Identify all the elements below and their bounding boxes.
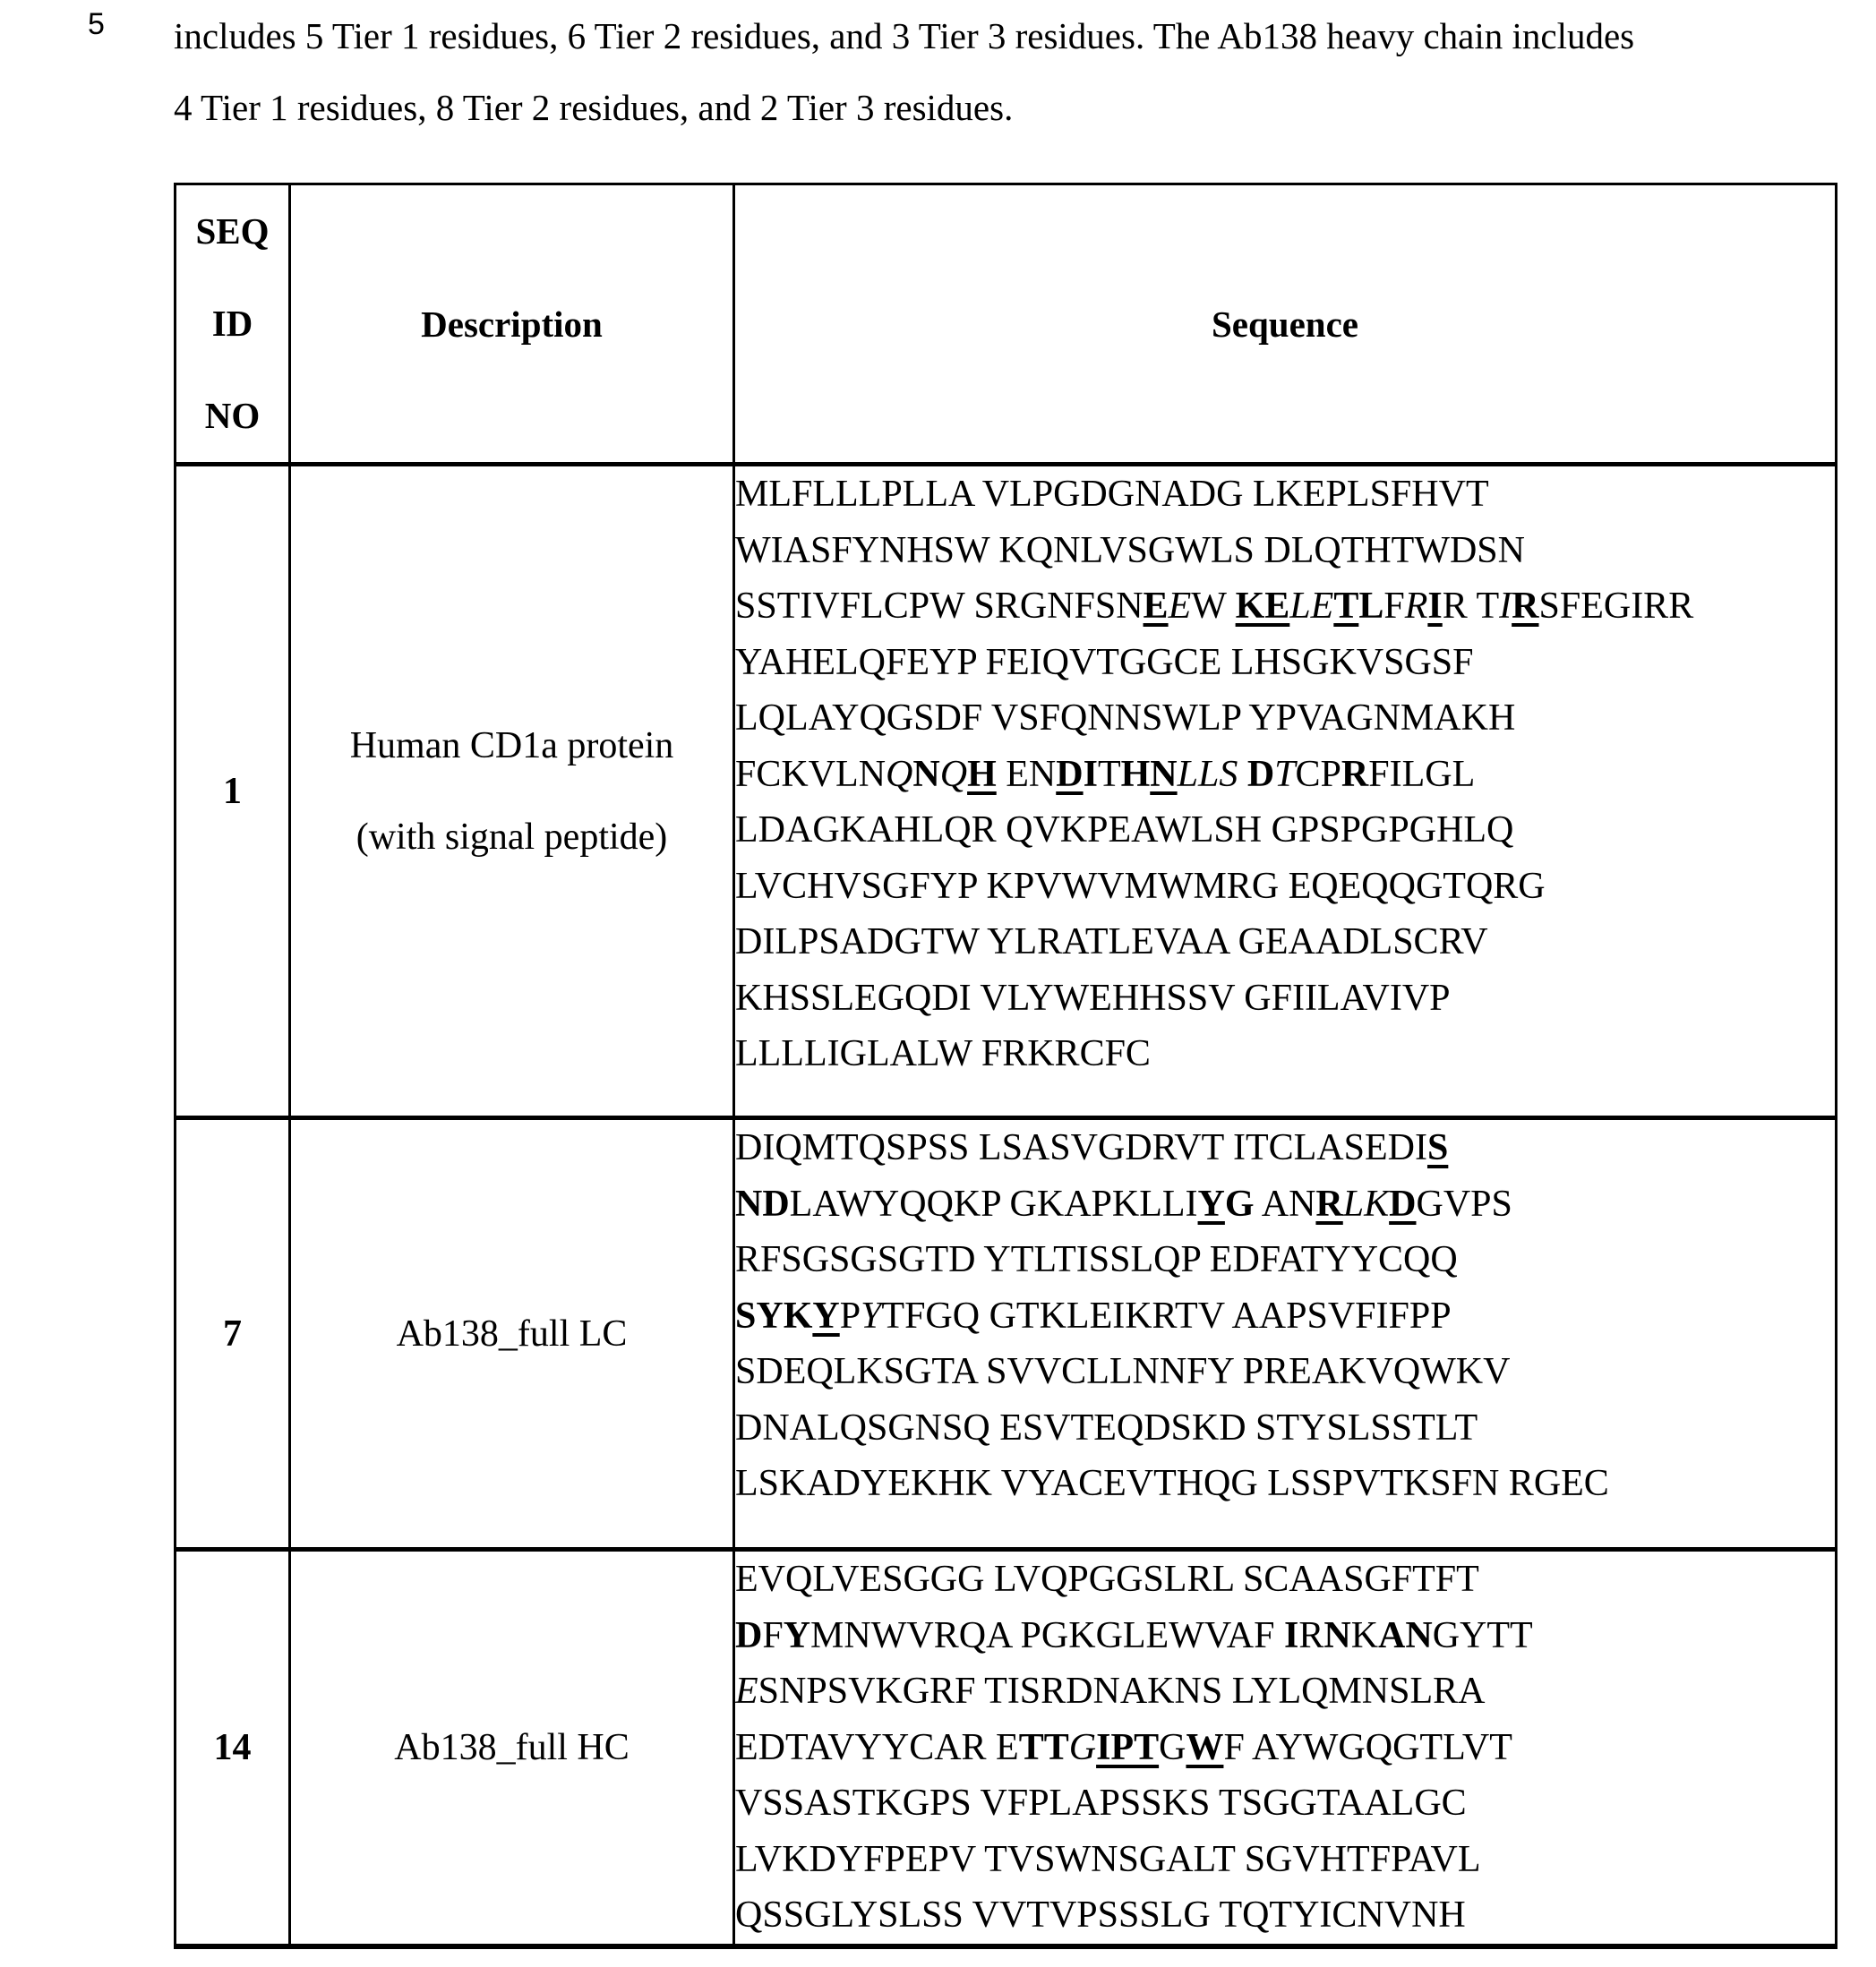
residue-highlight: I [1283,1614,1299,1656]
residue-text: MNWVRQA PGKGLEWVAF [810,1614,1284,1656]
sequence-line [735,1232,1835,1288]
residue-text: RFSGSGSGTD YTLTISSLQP EDFATYYCQQ [735,1239,1458,1280]
residue-text: F [1383,586,1405,627]
residue-text: EVQLVESGGG LVQPGGSLRL SCAASGFTFT [735,1559,1479,1600]
residue-highlight: E [735,1671,758,1712]
residue-highlight: R [1404,586,1428,627]
residue-text: LLLLIGLALW FRKRCFC [735,1033,1151,1074]
residue-highlight: I [1427,586,1443,627]
sequence-cell [734,465,1837,1118]
residue-text: W [1191,586,1236,627]
residue-text: SSTIVFLCPW SRGNFSN [735,586,1144,627]
residue-text: YAHELQFEYP FEIQVTGGCE LHSGKVSGSF [735,641,1474,683]
sequence-line [735,523,1835,579]
sequence-line [735,1288,1835,1345]
residue-highlight: L [1358,586,1384,627]
sequence-line [735,1552,1835,1608]
sequence-line [735,1832,1835,1888]
residue-text: DNALQSGNSQ ESVTEQDSKD STYSLSSTLT [735,1407,1478,1449]
sequence-line [735,578,1835,635]
residue-text: LDAGKAHLQR QVKPEAWLSH GPSPGPGHLQ [735,809,1514,851]
residue-text: DIQMTQSPSS LSASVGDRVT ITCLASEDI [735,1127,1427,1168]
sequence-line [735,1026,1835,1082]
table-row [176,1550,1837,1946]
sequence-cell [734,1118,1837,1550]
residue-highlight: W [1186,1726,1224,1768]
paragraph-line: 4 Tier 1 residues, 8 Tier 2 residues, and 2 Tier 3 residues. [174,87,1014,128]
paragraph-line: includes 5 Tier 1 residues, 6 Tier 2 residues, and 3 Tier 3 residues. The Ab138 heavy chain includes [174,15,1635,56]
residue-text: K [1350,1614,1379,1656]
description-line: (with signal peptide) [355,816,668,858]
table-header-row [176,184,1837,465]
residue-text: F [762,1614,784,1656]
sequence-line [735,914,1835,971]
sequence-line [735,1608,1835,1664]
sequence-line [735,1887,1835,1944]
sequence-line [735,1400,1835,1457]
residue-highlight: I [1083,753,1098,795]
residue-highlight: Q [939,753,968,795]
residue-highlight: AN [1378,1614,1433,1656]
sequence-line [735,1663,1835,1720]
residue-highlight: G [1224,1183,1255,1225]
residue-text: P [839,1295,861,1337]
sequence-line [735,1344,1835,1400]
residue-text: LQLAYQGSDF VSFQNNSWLP YPVAGNMAKH [735,697,1516,739]
sequence-line [735,747,1835,803]
residue-highlight: N [1323,1614,1351,1656]
header-seq-id-no [176,184,290,465]
header-seq-id-line: NO [204,395,261,436]
residue-text: AN [1254,1183,1316,1225]
residue-text [1238,754,1247,795]
residue-highlight: ND [735,1183,790,1225]
residue-text: LAWYQQKP GKAPKLLI [789,1183,1198,1225]
residue-text: FILGL [1368,753,1476,795]
residue-highlight: D [1246,753,1275,795]
residue-text: SFEGIRR [1538,586,1694,627]
residue-highlight: Q [886,753,913,795]
seq-id-cell: 1 [176,465,290,1118]
residue-highlight: N [912,753,940,795]
sequence-line [735,1775,1835,1832]
residue-text: MLFLLLPLLA VLPGDGNADG LKEPLSFHVT [735,474,1489,515]
margin-line-number: 5 [88,7,105,41]
description-cell [290,1118,734,1550]
description-cell [290,465,734,1118]
seq-id-cell: 14 [176,1550,290,1946]
residue-text: CP [1295,753,1341,795]
residue-highlight: KE [1235,586,1290,627]
residue-highlight: R [1512,586,1539,627]
residue-text: LVCHVSGFYP KPVWVMWMRG EQEQQGTQRG [735,865,1546,907]
residue-highlight: T [1333,586,1359,627]
residue-highlight: LLS [1177,753,1238,795]
description-line: Human CD1a protein [349,724,674,766]
residue-highlight: E [1143,586,1169,627]
residue-text: GYTT [1432,1614,1533,1656]
residue-highlight: Y [861,1295,882,1337]
residue-highlight: Y [1197,1183,1225,1225]
residue-text: EDTAVYYCAR E [735,1726,1019,1768]
sequence-line [735,690,1835,747]
sequence-line [735,971,1835,1027]
residue-text: GVPS [1416,1183,1512,1225]
residue-highlight: G [1068,1726,1097,1768]
residue-text: T [1097,753,1121,795]
description-line: Ab138_full LC [396,1313,628,1355]
residue-text: LVKDYFPEPV TVSWNSGALT SGVHTFPAVL [735,1838,1481,1880]
residue-highlight: T [1274,753,1296,795]
residue-text: QSSGLYSLSS VVTVPSSSLG TQTYICNVNH [735,1894,1466,1936]
sequence-line [735,466,1835,523]
residue-highlight: D [1056,753,1084,795]
residue-highlight: S [1426,1127,1449,1168]
residue-highlight: IPT [1096,1726,1160,1768]
residue-text: EN [996,753,1057,795]
seq-id-cell: 7 [176,1118,290,1550]
description-cell [290,1550,734,1946]
residue-text: F AYWGQGTLVT [1223,1726,1512,1768]
residue-text: SNPSVKGRF TISRDNAKNS LYLQMNSLRA [758,1671,1486,1712]
sequence-line [735,802,1835,859]
header-seq-id-line: SEQ [195,210,270,252]
residue-highlight: N [1150,753,1178,795]
sequence-line [735,635,1835,691]
residue-text: R T [1442,586,1500,627]
residue-text: DILPSADGTW YLRATLEVAA GEAADLSCRV [735,921,1488,962]
table-row [176,1118,1837,1550]
residue-highlight: E [1168,586,1192,627]
residue-highlight: SYK [735,1295,813,1337]
residue-text: FCKVLN [735,753,887,795]
residue-highlight: H [1120,753,1151,795]
residue-text: TFGQ GTKLEIKRTV AAPSVFIFPP [881,1295,1452,1337]
residue-highlight: TT [1018,1726,1069,1768]
residue-highlight: R [1315,1183,1343,1225]
residue-highlight: H [967,753,997,795]
residue-text: G [1159,1726,1186,1768]
residue-highlight: LE [1289,586,1334,627]
residue-text: VSSASTKGPS VFPLAPSSKS TSGGTAALGC [735,1783,1467,1824]
header-seq-id-line: ID [211,303,253,344]
residue-text: WIASFYNHSW KQNLVSGWLS DLQTHTWDSN [735,529,1525,571]
header-description: Description [290,184,734,465]
residue-highlight: D [735,1614,763,1656]
residue-text: LSKADYEKHK VYACEVTHQG LSSPVTKSFN RGEC [735,1463,1609,1504]
sequence-cell [734,1550,1837,1946]
residue-highlight: R [1341,753,1369,795]
residue-highlight: LK [1342,1183,1390,1225]
residue-text: R [1298,1614,1324,1656]
sequence-line [735,859,1835,915]
sequence-line [735,1720,1835,1776]
description-line: Ab138_full HC [394,1726,630,1768]
body-paragraph [174,0,1857,143]
residue-highlight: I [1499,586,1512,627]
residue-highlight: Y [783,1614,811,1656]
residue-highlight: D [1389,1183,1417,1225]
sequence-line [735,1176,1835,1233]
residue-highlight: Y [812,1295,840,1337]
table-row [176,465,1837,1118]
header-sequence: Sequence [734,184,1837,465]
sequence-line [735,1120,1835,1176]
residue-text: KHSSLEGQDI VLYWEHHSSV GFIILAVIVP [735,977,1451,1019]
residue-text: SDEQLKSGTA SVVCLLNNFY PREAKVQWKV [735,1351,1511,1392]
sequence-table [174,183,1837,1949]
sequence-line [735,1456,1835,1512]
